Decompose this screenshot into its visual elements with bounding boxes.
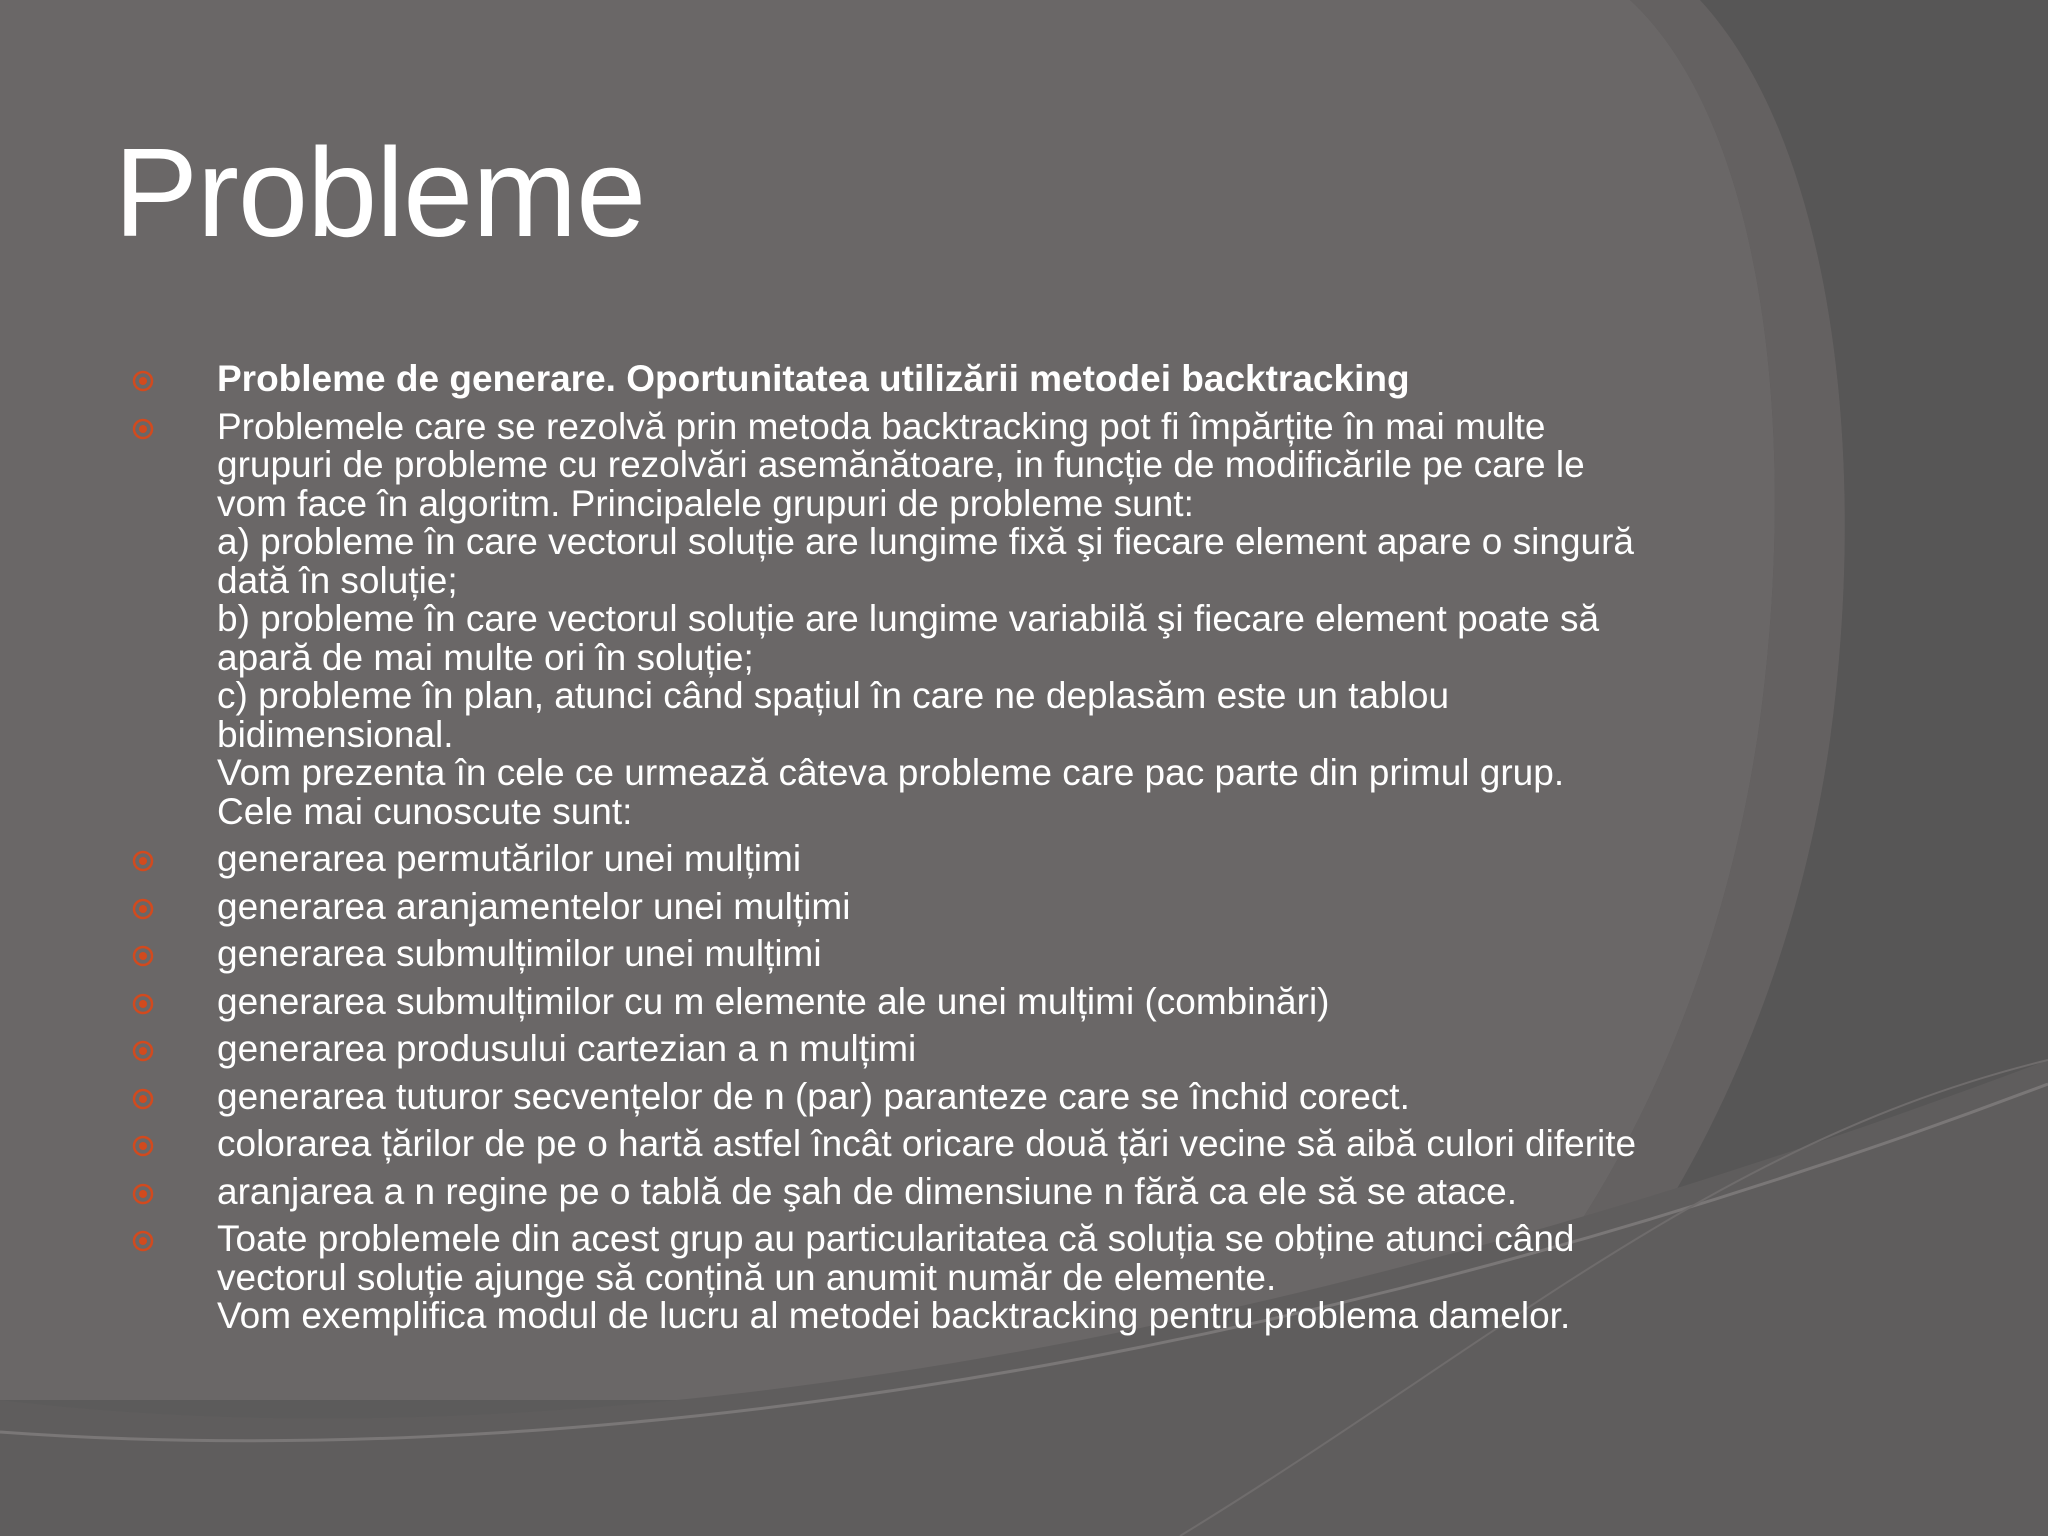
item-text: generarea tuturor secvențelor de n (par) paranteze care se închid corect. [217, 1075, 1410, 1117]
list-item [0, 885, 1780, 927]
item-text: Cele mai cunoscute sunt: [217, 790, 633, 832]
list-item [0, 1030, 1780, 1069]
item-text: generarea aranjamentelor unei mulțimi [217, 885, 851, 927]
list-item [0, 1220, 1780, 1336]
orange-circle-bullet-icon [132, 370, 154, 392]
item-text: Vom prezenta în cele ce urmează câteva probleme care pac parte din primul grup. [217, 752, 1565, 793]
list-item [0, 360, 1780, 399]
orange-circle-bullet-icon [132, 1088, 154, 1110]
item-text: vectorul soluție ajunge să conțină un anumit număr de elemente. [217, 1256, 1277, 1298]
list-item [0, 935, 1780, 974]
orange-circle-bullet-icon [132, 418, 154, 440]
item-text: colorarea țărilor de pe o hartă astfel încât oricare două țări vecine să aibă culori diferite [217, 1123, 1637, 1164]
item-text: bidimensional. [217, 713, 454, 755]
item-text: generarea submulțimilor unei mulțimi [217, 933, 822, 974]
item-text: Vom exemplifica modul de lucru al metodei backtracking pentru problema damelor. [217, 1295, 1571, 1336]
list-item [0, 1125, 1780, 1164]
list-item [0, 405, 1780, 832]
item-text: generarea produsului cartezian a n mulțimi [217, 1028, 917, 1069]
item-text: generarea permutărilor unei mulțimi [217, 838, 802, 879]
item-text: Problemele care se rezolvă prin metoda backtracking pot fi împărțite în mai multe [217, 405, 1546, 447]
item-text: b) probleme în care vectorul soluție are lungime variabilă şi fiecare element poate să [217, 598, 1600, 639]
orange-circle-bullet-icon [132, 898, 154, 920]
bullet-list [0, 360, 1780, 1345]
item-text: c) probleme în plan, atunci când spațiul în care ne deplasăm este un tablou [217, 675, 1450, 716]
item-text: vom face în algoritm. Principalele grupuri de probleme sunt: [217, 482, 1194, 524]
list-item [0, 1170, 1780, 1212]
orange-circle-bullet-icon [132, 1183, 154, 1205]
list-item [0, 840, 1780, 879]
orange-circle-bullet-icon [132, 1135, 154, 1157]
slide-title: Probleme [114, 122, 646, 263]
item-text: grupuri de probleme cu rezolvări asemănătoare, in funcție de modificările pe care le [217, 444, 1585, 485]
item-text: dată în soluție; [217, 559, 458, 601]
item-text: Probleme de generare. Oportunitatea utilizării metodei backtracking [217, 358, 1410, 399]
orange-circle-bullet-icon [132, 1040, 154, 1062]
orange-circle-bullet-icon [132, 1230, 154, 1252]
list-item [0, 1075, 1780, 1117]
item-text: a) probleme în care vectorul soluție are lungime fixă şi fiecare element apare o singură [217, 521, 1635, 562]
item-text: Toate problemele din acest grup au particularitatea că soluția se obține atunci când [217, 1218, 1575, 1259]
list-item [0, 980, 1780, 1022]
orange-circle-bullet-icon [132, 993, 154, 1015]
orange-circle-bullet-icon [132, 945, 154, 967]
orange-circle-bullet-icon [132, 850, 154, 872]
item-text: generarea submulțimilor cu m elemente ale unei mulțimi (combinări) [217, 980, 1330, 1022]
item-text: aranjarea a n regine pe o tablă de şah de dimensiune n fără ca ele să se atace. [217, 1170, 1517, 1212]
item-text: apară de mai multe ori în soluție; [217, 636, 754, 678]
